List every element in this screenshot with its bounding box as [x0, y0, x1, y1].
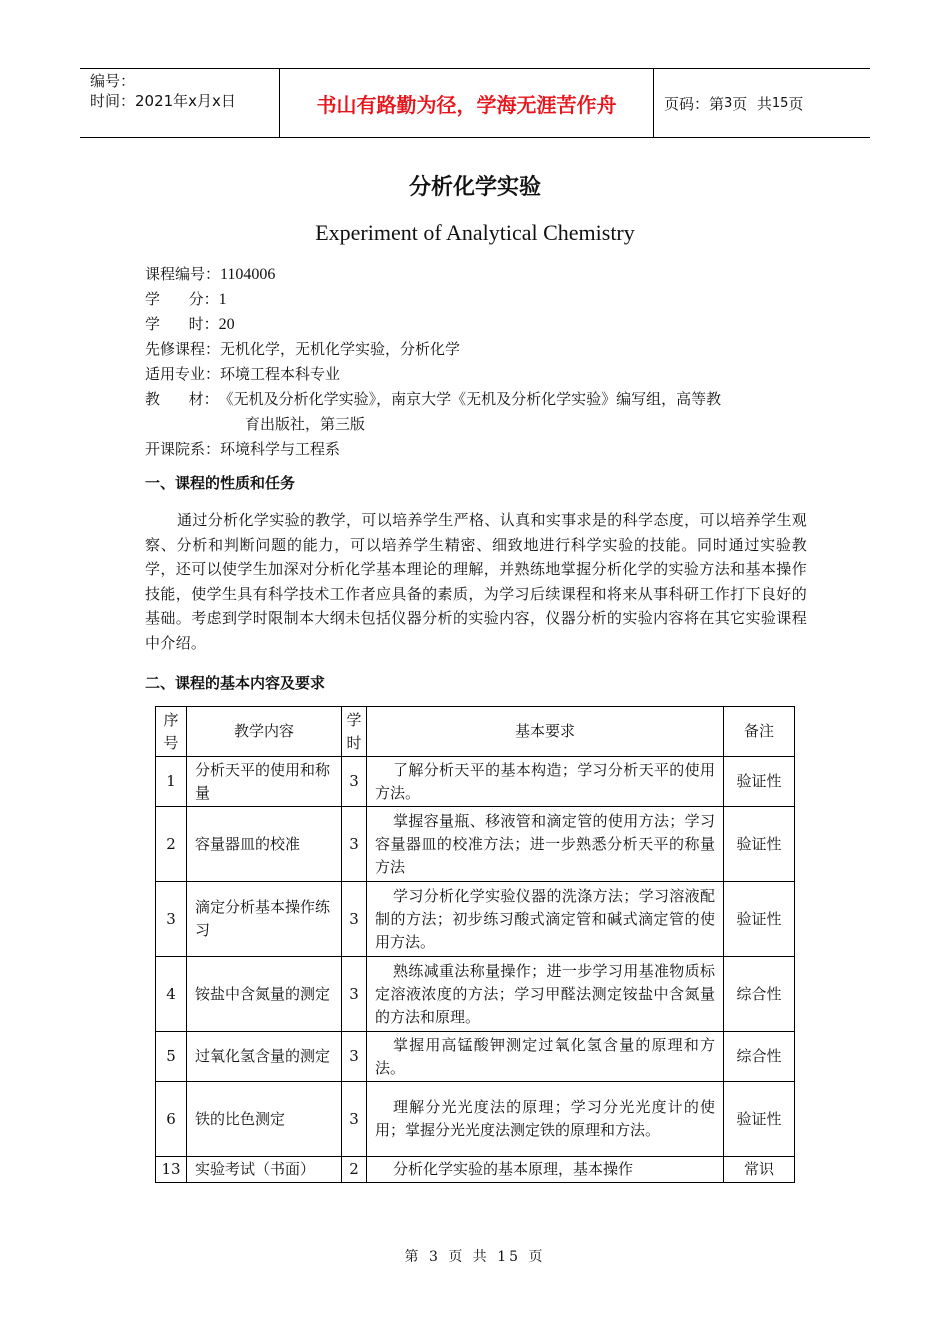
header-motto: 书山有路勤为径，学海无涯苦作舟: [280, 69, 654, 137]
row-requirement: 熟练减重法称量操作；进一步学习用基准物质标定溶液浓度的方法；学习甲醛法测定铵盐中含氮量的方法和原理。: [367, 957, 724, 1032]
row-no: 2: [156, 807, 187, 882]
row-content: 过氧化氢含量的测定: [187, 1032, 342, 1082]
row-hours: 3: [342, 807, 367, 882]
row-hours: 2: [342, 1157, 367, 1183]
footer-current: 3: [428, 1249, 441, 1265]
header-page-mid: 页 共: [732, 94, 772, 113]
section1-heading: 一、课程的性质和任务: [145, 474, 296, 492]
footer-prefix: 第: [404, 1249, 422, 1265]
header-page-total: 15: [771, 95, 789, 111]
credit-value: 1: [218, 291, 227, 308]
header-hours: 学时: [342, 707, 367, 757]
row-note: 验证性: [724, 757, 795, 807]
header-time: 时间：2021年x月x日: [90, 92, 236, 110]
header-page-prefix: 页码：第: [664, 94, 725, 113]
row-content: 分析天平的使用和称量: [187, 757, 342, 807]
row-no: 5: [156, 1032, 187, 1082]
course-code-label: 课程编号：: [145, 265, 221, 283]
info-row-textbook: [145, 387, 815, 412]
table-row: [156, 1032, 795, 1082]
table-row: [156, 1157, 795, 1183]
row-hours: 3: [342, 1032, 367, 1082]
footer-total: 15: [497, 1249, 522, 1265]
prereq-label: 先修课程：: [145, 340, 221, 358]
row-note: 综合性: [724, 1032, 795, 1082]
footer-mid: 页 共: [448, 1249, 490, 1265]
dept-value: 环境科学与工程系: [220, 440, 341, 458]
row-content: 铵盐中含氮量的测定: [187, 957, 342, 1032]
row-hours: 3: [342, 957, 367, 1032]
row-note: 常识: [724, 1157, 795, 1183]
row-no: 1: [156, 757, 187, 807]
section2-heading: 二、课程的基本内容及要求: [145, 674, 326, 692]
row-content: 实验考试（书面）: [187, 1157, 342, 1183]
row-note: 验证性: [724, 807, 795, 882]
info-row-major: [145, 362, 815, 387]
row-requirement: 分析化学实验的基本原理，基本操作: [367, 1157, 724, 1183]
info-row-hours: [145, 312, 815, 337]
hours-label: 学 时：: [145, 315, 219, 333]
prereq-value: 无机化学，无机化学实验，分析化学: [220, 340, 461, 358]
credit-label: 学 分：: [145, 290, 219, 308]
row-content: 容量器皿的校准: [187, 807, 342, 882]
page-header: [80, 68, 870, 138]
row-note: 验证性: [724, 1082, 795, 1157]
row-note: 验证性: [724, 882, 795, 957]
header-page-number: [654, 69, 870, 137]
header-code-label: 编号：: [90, 72, 136, 90]
major-label: 适用专业：: [145, 365, 221, 383]
footer-suffix: 页: [528, 1249, 546, 1265]
hours-value: 20: [218, 316, 235, 333]
header-content: 教学内容: [187, 707, 342, 757]
page-footer: [0, 1246, 950, 1266]
row-requirement: 学习分析化学实验仪器的洗涤方法；学习溶液配制的方法；初步练习酸式滴定管和碱式滴定管的使用方法。: [367, 882, 724, 957]
textbook-value-line2: 育出版社，第三版: [245, 415, 366, 433]
info-row-prereq: [145, 337, 815, 362]
dept-label: 开课院系：: [145, 440, 221, 458]
row-hours: 3: [342, 757, 367, 807]
row-requirement: 了解分析天平的基本构造；学习分析天平的使用方法。: [367, 757, 724, 807]
table-row: [156, 1082, 795, 1157]
header-page-current: 3: [724, 95, 733, 111]
row-content: 滴定分析基本操作练习: [187, 882, 342, 957]
header-meta: [80, 69, 280, 137]
textbook-value-line1: 《无机及分析化学实验》，南京大学《无机及分析化学实验》编写组，高等教: [218, 390, 722, 408]
row-no: 3: [156, 882, 187, 957]
table-row: [156, 807, 795, 882]
major-value: 环境工程本科专业: [220, 365, 341, 383]
header-note: 备注: [724, 707, 795, 757]
document-subtitle: Experiment of Analytical Chemistry: [315, 220, 635, 245]
course-content-table: [155, 706, 795, 1183]
textbook-label: 教 材：: [145, 390, 219, 408]
course-info: [145, 262, 815, 462]
header-no: 序号: [156, 707, 187, 757]
row-requirement: 掌握用高锰酸钾测定过氧化氢含量的原理和方法。: [367, 1032, 724, 1082]
row-hours: 3: [342, 882, 367, 957]
course-code-value: 1104006: [220, 266, 276, 283]
info-row-course-code: [145, 262, 815, 287]
section1-body: 通过分析化学实验的教学，可以培养学生严格、认真和实事求是的科学态度，可以培养学生观察、分析和判断问题的能力，可以培养学生精密、细致地进行科学实验的技能。同时通过实验教学，还可以使学生加深对分析化学基本理论的理解，并熟练地掌握分析化学的实验方法和基本操作技能，使学生具有科学技术工作者应具备的素质，为学习后续课程和将来从事科研工作打下良好的基础。考虑到学时限制本大纲未包括仪器分析的实验内容，仪器分析的实验内容将在其它实验课程中介绍。: [145, 511, 807, 652]
row-no: 13: [156, 1157, 187, 1183]
row-no: 4: [156, 957, 187, 1032]
row-no: 6: [156, 1082, 187, 1157]
row-content: 铁的比色测定: [187, 1082, 342, 1157]
table-header-row: [156, 707, 795, 757]
info-row-credit: [145, 287, 815, 312]
info-row-dept: [145, 437, 815, 462]
table-row: [156, 757, 795, 807]
table-row: [156, 957, 795, 1032]
header-requirement: 基本要求: [367, 707, 724, 757]
row-requirement: 理解分光光度法的原理；学习分光光度计的使用；掌握分光光度法测定铁的原理和方法。: [367, 1082, 724, 1157]
table-row: [156, 882, 795, 957]
header-page-suffix: 页: [788, 94, 804, 113]
document-title: 分析化学实验: [408, 175, 541, 200]
row-note: 综合性: [724, 957, 795, 1032]
row-requirement: 掌握容量瓶、移液管和滴定管的使用方法；学习容量器皿的校准方法；进一步熟悉分析天平的称量方法: [367, 807, 724, 882]
row-hours: 3: [342, 1082, 367, 1157]
